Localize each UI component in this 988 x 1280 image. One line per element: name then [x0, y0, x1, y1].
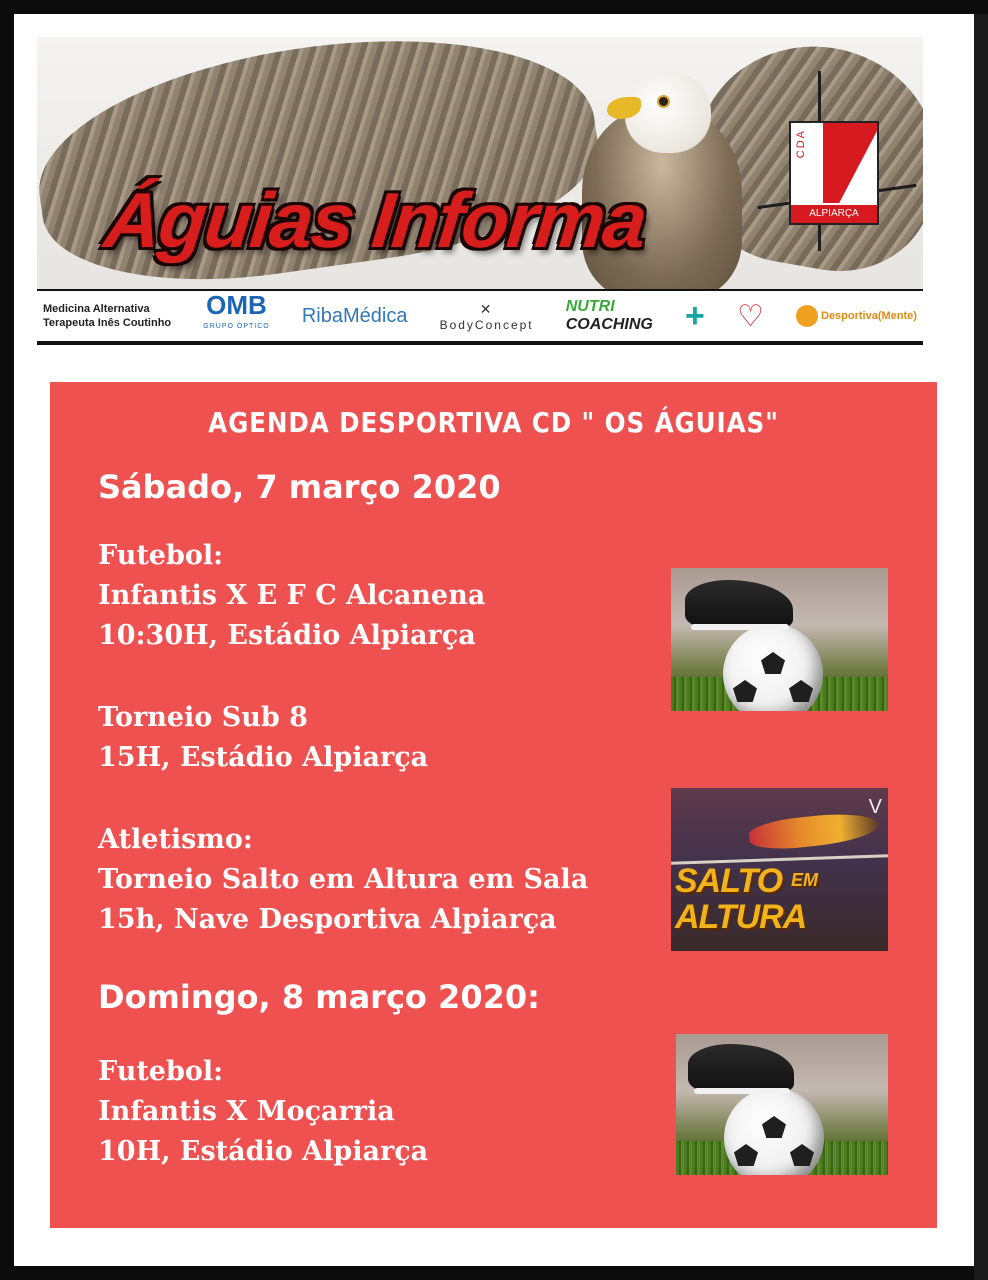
event-line: 15h, Nave Desportiva Alpiarça [98, 904, 557, 935]
boot-sole [694, 1088, 790, 1094]
bodyconcept-mark-icon: ✕ [479, 300, 494, 317]
event-line: 10:30H, Estádio Alpiarça [98, 620, 476, 651]
sponsor-bodyconcept-name: BodyConcept [439, 317, 534, 332]
event-line: Infantis X E F C Alcanena [98, 580, 486, 611]
day-heading-saturday: Sábado, 7 março 2020 [98, 468, 501, 506]
club-crest [789, 121, 879, 225]
pharmacy-cross-icon: + [684, 297, 705, 335]
event-line: Atletismo: [98, 824, 253, 855]
event-line: Infantis X Moçarria [98, 1096, 395, 1127]
football-boot [688, 1044, 794, 1094]
sponsor-nutri-b: COACHING [565, 316, 653, 333]
event-futebol-mocarria [98, 1052, 428, 1172]
event-line: Torneio Sub 8 [98, 702, 308, 733]
sponsor-bodyconcept [440, 301, 534, 332]
sponsor-ribamedica: RibaMédica [301, 304, 408, 327]
crest-red-shape [823, 123, 877, 203]
corner-mark-icon: V [868, 796, 882, 818]
sponsor-omb [203, 290, 270, 338]
sponsor-medicina-line1: Medicina Alternativa [43, 303, 150, 315]
sponsor-desportiva-text: Desportiva(Mente) [821, 309, 917, 322]
eagle-eye [657, 95, 670, 108]
sponsor-medicina-alternativa [43, 302, 171, 330]
event-line: Futebol: [98, 540, 224, 571]
salto-text: SALTO [675, 862, 783, 900]
altura-text: ALTURA [675, 898, 807, 936]
salto-em-altura-label [671, 862, 888, 934]
high-jump-image [671, 788, 888, 951]
heart-logo-icon: ♡ [736, 299, 764, 333]
event-line: 10H, Estádio Alpiarça [98, 1136, 429, 1167]
sponsor-omb-sub: GRUPO ÓPTICO [203, 323, 270, 330]
boot-sole [691, 624, 789, 630]
runner-icon [796, 305, 818, 327]
crest-place: ALPIARÇA [791, 205, 877, 223]
sponsor-nutri-a: NUTRI [565, 298, 615, 315]
football-photo [671, 568, 888, 711]
agenda-panel [50, 382, 937, 1228]
salto-em-text: EM [791, 870, 818, 890]
header-banner [37, 37, 923, 289]
event-line: Torneio Salto em Altura em Sala [98, 864, 589, 895]
sponsor-omb-name: OMB [206, 290, 267, 320]
event-line: Futebol: [98, 1056, 224, 1087]
sponsor-medicina-line2: Terapeuta Inês Coutinho [43, 317, 172, 329]
event-torneio-sub8 [98, 698, 428, 778]
sponsor-strip [37, 289, 923, 345]
crest-letters: CDA [795, 129, 807, 159]
football-boot [685, 580, 793, 630]
page-title: Águias Informa [100, 176, 650, 264]
day-heading-sunday: Domingo, 8 março 2020: [98, 978, 540, 1016]
event-line: 15H, Estádio Alpiarça [98, 742, 429, 773]
sponsor-desportiva-mente [796, 305, 917, 327]
sponsor-nutri-coaching [566, 298, 653, 334]
football-photo-2 [676, 1034, 888, 1175]
event-futebol-alcanena [98, 536, 485, 656]
agenda-title: AGENDA DESPORTIVA CD " OS ÁGUIAS" [208, 406, 779, 439]
event-atletismo [98, 820, 588, 940]
athlete-figure [748, 809, 880, 852]
